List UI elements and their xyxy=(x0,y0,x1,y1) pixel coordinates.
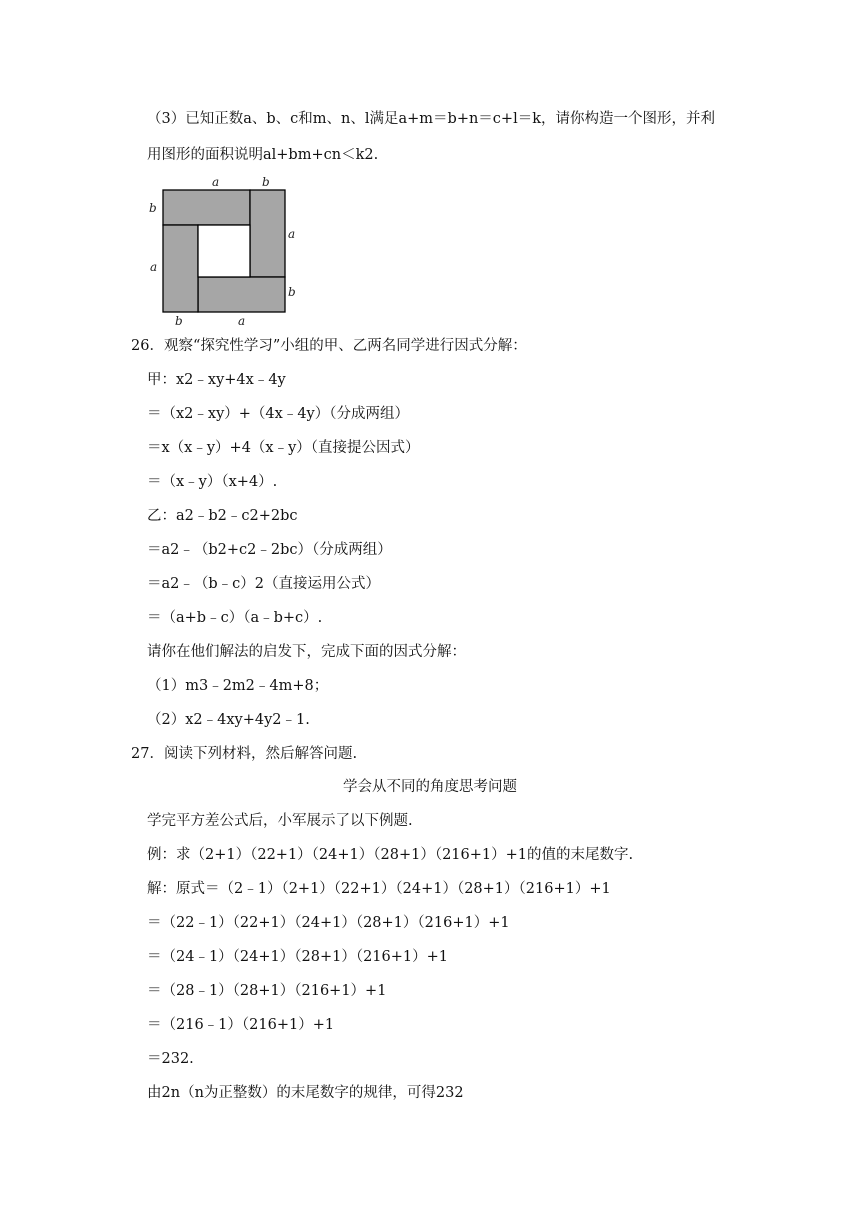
q27-solution-line: ＝（28﹣1）（28+1）（216+1）+1 xyxy=(147,983,387,999)
q26-task-2: （2）x2﹣4xy+4y2﹣1. xyxy=(147,712,310,728)
q26-jia-line: ＝（x2﹣xy）+（4x﹣4y）（分成两组） xyxy=(147,406,409,422)
q27-solution-line: 解：原式＝（2﹣1）（2+1）（22+1）（24+1）（28+1）（216+1）+1 xyxy=(147,881,611,897)
q26-jia-line: ＝x（x﹣y）+4（x﹣y）（直接提公因式） xyxy=(147,440,420,456)
square-figure xyxy=(140,172,310,332)
q27-example: 例：求（2+1）（22+1）（24+1）（28+1）（216+1）+1的值的末尾数字. xyxy=(147,847,634,863)
q26-yi-line: ＝a2﹣（b2+c2﹣2bc）（分成两组） xyxy=(147,542,392,558)
q27-solution-line: ＝232. xyxy=(147,1051,194,1067)
q26-yi-line: 乙：a2﹣b2﹣c2+2bc xyxy=(147,508,298,524)
q26-task-1: （1）m3﹣2m2﹣4m+8； xyxy=(147,678,329,694)
label-bottom-a: a xyxy=(238,314,246,328)
right-rect xyxy=(250,190,285,277)
q26-yi-line: ＝a2﹣（b﹣c）2（直接运用公式） xyxy=(147,576,380,592)
q27-solution-line: ＝（24﹣1）（24+1）（28+1）（216+1）+1 xyxy=(147,949,449,965)
label-left-b: b xyxy=(149,201,157,215)
q25-3-line2: 用图形的面积说明al+bm+cn＜k2. xyxy=(147,147,379,163)
q27-tail: 由2n（n为正整数）的末尾数字的规律，可得232 xyxy=(147,1085,464,1101)
q26-intro: 26．观察“探究性学习”小组的甲、乙两名同学进行因式分解： xyxy=(131,338,527,354)
q26-yi-line: ＝（a+b﹣c）（a﹣b+c）. xyxy=(147,610,323,626)
bottom-rect xyxy=(198,277,285,312)
q27-intro: 27．阅读下列材料，然后解答问题. xyxy=(131,746,358,762)
q27-solution-line: ＝（216﹣1）（216+1）+1 xyxy=(147,1017,335,1033)
inner-square xyxy=(198,225,250,277)
label-top-a: a xyxy=(212,175,220,189)
q26-jia-line: 甲：x2﹣xy+4x﹣4y xyxy=(147,372,286,388)
top-rect xyxy=(163,190,250,225)
label-top-b: b xyxy=(262,175,270,189)
label-bottom-b: b xyxy=(175,314,183,328)
left-rect xyxy=(163,225,198,312)
label-right-b: b xyxy=(288,285,296,299)
q27-solution-line: ＝（22﹣1）（22+1）（24+1）（28+1）（216+1）+1 xyxy=(147,915,510,931)
label-left-a: a xyxy=(150,260,158,274)
square-figure-svg xyxy=(140,172,310,332)
q27-title: 学会从不同的角度思考问题 xyxy=(343,779,517,795)
q25-3-line1: （3）已知正数a、b、c和m、n、l满足a+m＝b+n＝c+l＝k，请你构造一个图形，并利 xyxy=(147,111,716,127)
q26-jia-line: ＝（x﹣y）（x+4）. xyxy=(147,474,278,490)
q26-prompt: 请你在他们解法的启发下，完成下面的因式分解： xyxy=(147,644,466,660)
q27-p1: 学完平方差公式后，小军展示了以下例题. xyxy=(147,813,413,829)
label-right-a: a xyxy=(288,227,296,241)
